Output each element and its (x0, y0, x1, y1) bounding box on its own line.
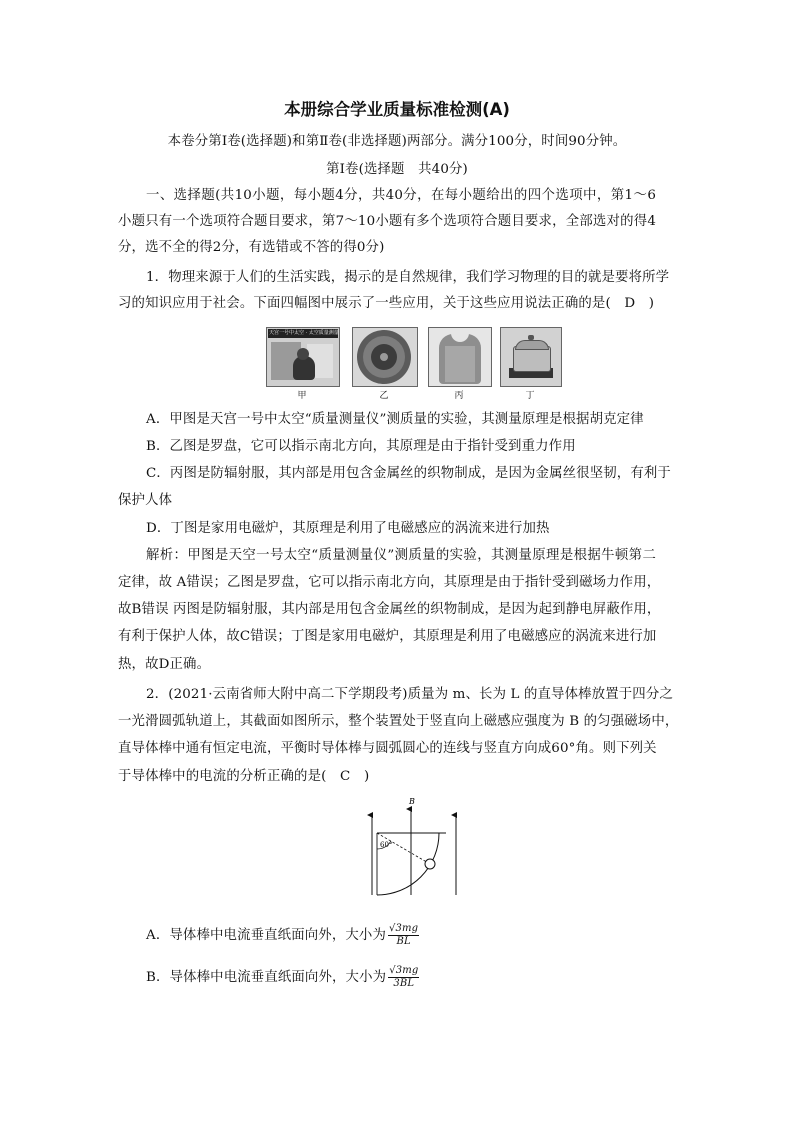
q2-option-b-fraction (388, 965, 419, 990)
q2-stem-line-2: 一光滑圆弧轨道上，其截面如图所示，整个装置处于竖直向上磁感应强度为 B 的匀强磁场中， (118, 714, 679, 729)
field-label-b: B (409, 797, 415, 806)
section-instructions-line-2: 小题只有一个选项符合题目要求，第7～10小题有多个选项符合题目要求，全部选对的得4 (118, 214, 656, 229)
figure-jia-caption: 天宫一号中太空 · 太空质量测量 (269, 330, 339, 336)
section-instructions-line-1: 一、选择题(共10小题，每小题4分，共40分，在每小题给出的四个选项中，第1～6 (146, 188, 656, 203)
q2-option-a-text: A．导体棒中电流垂直纸面向外，大小为 (146, 928, 387, 943)
q1-option-d: D．丁图是家用电磁炉，其原理是利用了电磁感应的涡流来进行加热 (146, 521, 550, 536)
section-instructions-line-3: 分，选不全的得2分，有选错或不答的得0分) (118, 240, 385, 255)
part1-heading: 第Ⅰ卷(选择题 共40分) (326, 162, 468, 177)
q1-option-b: B．乙图是罗盘，它可以指示南北方向，其原理是由于指针受到重力作用 (146, 439, 576, 454)
q1-option-a: A．甲图是天宫一号中太空“质量测量仪”测质量的实验，其测量原理是根据胡克定律 (146, 412, 644, 427)
q1-analysis-line-1: 解析：甲图是天空一号太空“质量测量仪”测质量的实验，其测量原理是根据牛顿第二 (146, 548, 656, 563)
fig-label-jia: 甲 (297, 391, 307, 401)
q2-option-a-fraction (388, 923, 419, 948)
q1-analysis-line-4: 有利于保护人体，故C错误；丁图是家用电磁炉，其原理是利用了电磁感应的涡流来进行加 (118, 629, 657, 644)
fraction-numerator: √3mg (389, 965, 419, 976)
angle-label: 60° (380, 841, 393, 849)
conductor-rod-circle (425, 859, 435, 869)
q2-stem-line-1: 2．(2021·云南省师大附中高二下学期段考)质量为 m、长为 L 的直导体棒放置于四分之 (146, 687, 673, 702)
q1-option-c-line-1: C．丙图是防辐射服，其内部是用包含金属丝的织物制成，是因为金属丝很坚韧，有利于 (146, 466, 671, 481)
q2-option-b-text: B．导体棒中电流垂直纸面向外，大小为 (146, 970, 387, 985)
q1-stem-line-2: 习的知识应用于社会。下面四幅图中展示了一些应用，关于这些应用说法正确的是( D ) (118, 296, 655, 311)
figure-ding-induction-cooker (500, 327, 562, 387)
fraction-denominator: 3BL (393, 978, 415, 989)
q1-option-c-line-2: 保护人体 (118, 493, 173, 508)
fig-label-yi: 乙 (379, 391, 389, 401)
q1-figures (266, 327, 562, 401)
q1-analysis-line-3: 故B错误 丙图是防辐射服，其内部是用包含金属丝的织物制成，是因为起到静电屏蔽作用， (118, 602, 661, 617)
q1-analysis-line-5: 热，故D正确。 (118, 657, 211, 672)
q1-analysis-line-2: 定律，故 A错误；乙图是罗盘，它可以指示南北方向，其原理是由于指针受到磁场力作用， (118, 575, 661, 590)
q2-option-a (146, 923, 419, 948)
fig-label-ding: 丁 (525, 391, 535, 401)
figure-bing-protective-suit (428, 327, 492, 387)
intro-text: 本卷分第Ⅰ卷(选择题)和第Ⅱ卷(非选择题)两部分。满分100分，时间90分钟。 (167, 134, 627, 149)
q2-stem-line-3: 直导体棒中通有恒定电流，平衡时导体棒与圆弧圆心的连线与竖直方向成60°角。则下列关 (118, 741, 657, 756)
q1-stem-line-1: 1．物理来源于人们的生活实践，揭示的是自然规律，我们学习物理的目的就是要将所学 (146, 270, 670, 285)
figure-jia-space-station (266, 327, 340, 387)
q2-stem-line-4: 于导体棒中的电流的分析正确的是( C ) (118, 769, 370, 784)
fraction-denominator: BL (396, 936, 411, 947)
fraction-numerator: √3mg (389, 923, 419, 934)
q2-arc-track-diagram (360, 795, 470, 900)
page-title: 本册综合学业质量标准检测(A) (284, 100, 510, 119)
figure-yi-compass (352, 327, 418, 387)
q2-option-b (146, 965, 419, 990)
fig-label-bing: 丙 (454, 391, 464, 401)
